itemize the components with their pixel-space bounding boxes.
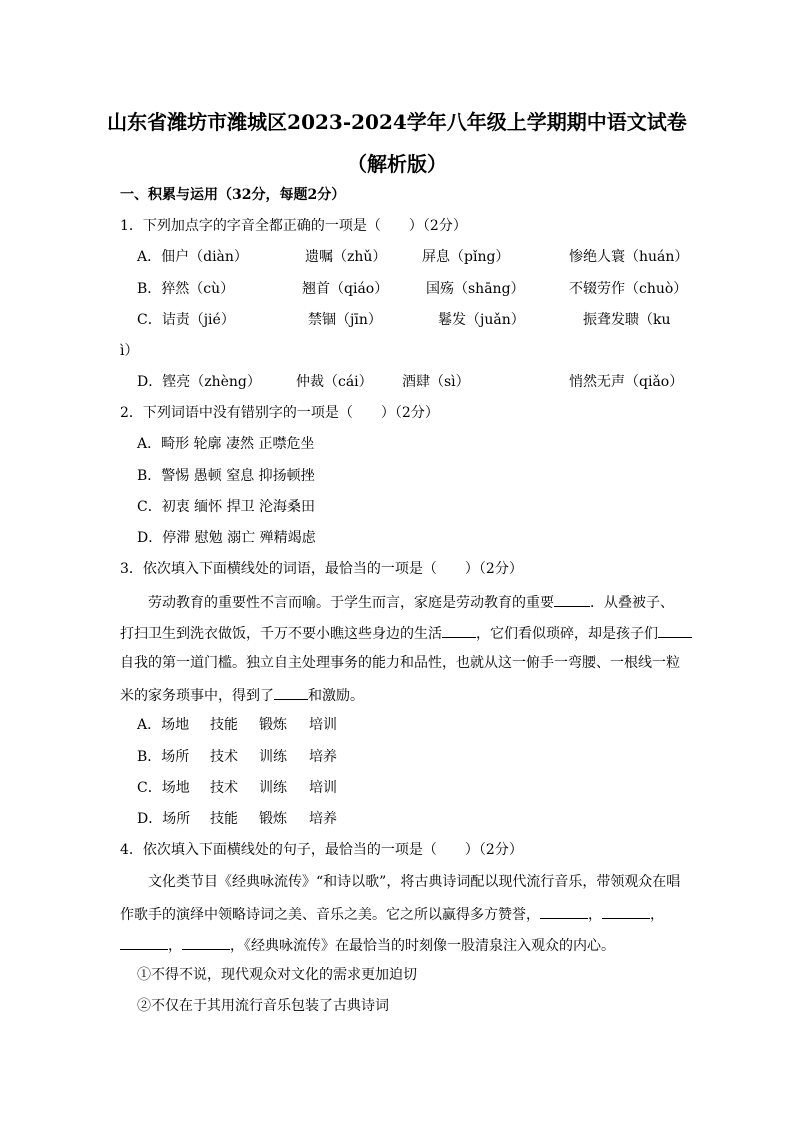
q3-text: 打扫卫生到洗衣做饭，千万不要小瞧这些身边的生活 <box>120 626 442 642</box>
q3-option-c-1: C．场地 <box>137 780 190 796</box>
q1-option-d-2: 仲裁（cái） <box>296 374 373 390</box>
q1-option-b-3: 国殇（shāng） <box>426 281 525 297</box>
q1-option-c-3: 鬈发（juǎn） <box>438 312 525 328</box>
q1-option-b-2: 翘首（qiáo） <box>302 281 389 297</box>
q2-option-d: D．停滞 慰勉 溺亡 殚精竭虑 <box>137 530 316 546</box>
q3-option-b-4: 培养 <box>309 749 337 765</box>
q3-option-a-3: 锻炼 <box>259 717 287 733</box>
q3-passage-line-4 <box>120 685 364 705</box>
q3-option-c-3: 训练 <box>259 780 287 796</box>
q3-text: 米的家务琐事中，得到了 <box>120 688 274 704</box>
section-heading: 一、积累与运用（32分，每题2分） <box>120 187 346 203</box>
q1-option-d-3: 酒肆（sì） <box>402 374 470 390</box>
q4-passage-line-1: 文化类节目《经典咏流传》“和诗以歌”，将古典诗词配以现代流行音乐，带领观众在唱 <box>148 874 681 890</box>
exam-title: 山东省潍坊市潍城区2023-2024学年八年级上学期期中语文试卷 <box>107 110 687 134</box>
q3-passage-line-2 <box>120 623 692 643</box>
q3-option-b-2: 技术 <box>210 749 238 765</box>
q1-option-d-1: D．铿亮（zhèng） <box>137 374 261 390</box>
q3-option-a-4: 培训 <box>309 717 337 733</box>
q3-blank-4 <box>274 685 308 700</box>
q3-passage-line-3: 自我的第一道门槛。独立自主处理事务的能力和品性，也就从这一俯手一弯腰、一根线一粒 <box>120 655 680 671</box>
q1-option-a-4: 惨绝人寰（huán） <box>569 249 689 265</box>
q3-option-d-1: D．场所 <box>137 811 191 827</box>
q1-option-a-3: 屏息（pǐng） <box>422 249 510 265</box>
q1-option-a-2: 遗嘱（zhǔ） <box>305 249 387 265</box>
q3-option-b-3: 训练 <box>259 749 287 765</box>
question-3-stem: 3．依次填入下面横线处的词语，最恰当的一项是（ ）（2分） <box>120 561 523 577</box>
question-4-stem: 4．依次填入下面横线处的句子，最恰当的一项是（ ）（2分） <box>120 842 523 858</box>
exam-subtitle: （解析版） <box>347 152 447 176</box>
q2-option-c: C．初衷 缅怀 捍卫 沦海桑田 <box>137 499 316 515</box>
q1-option-c-4: 振聋发聩（ku <box>583 312 671 328</box>
q4-blank-3 <box>120 935 168 950</box>
q4-blank-2 <box>602 904 650 919</box>
q4-sentence-2: ②不仅在于其用流行音乐包装了古典诗词 <box>137 998 389 1014</box>
q4-text: 作歌手的演绎中领略诗词之美、音乐之美。它之所以赢得多方赞誉， <box>120 907 540 923</box>
q4-passage-line-3: ， ，《经典咏流传》在最恰当的时刻像一股清泉注入观众的内心。 <box>120 935 615 955</box>
q1-option-b-1: B．猝然（cù） <box>137 281 235 297</box>
q4-sentence-1: ①不得不说，现代观众对文化的需求更加迫切 <box>137 967 417 983</box>
q1-option-c-wrap: ì） <box>120 343 139 359</box>
q4-blank-1 <box>540 904 588 919</box>
q3-option-b-1: B．场所 <box>137 749 190 765</box>
q3-option-a-2: 技能 <box>210 717 238 733</box>
q1-option-a-1: A．佃户（diàn） <box>137 249 248 265</box>
q3-option-c-2: 技术 <box>210 780 238 796</box>
q4-passage-line-2: 作歌手的演绎中领略诗词之美、音乐之美。它之所以赢得多方赞誉， ， ， <box>120 904 664 924</box>
q3-text: ，它们看似琐碎，却是孩子们 <box>476 626 658 642</box>
question-2-stem: 2．下列词语中没有错别字的一项是（ ）（2分） <box>120 405 439 421</box>
q1-option-d-4: 悄然无声（qiǎo） <box>569 374 684 390</box>
q3-option-d-4: 培养 <box>309 811 337 827</box>
q3-blank-2 <box>442 623 476 638</box>
q3-option-c-4: 培训 <box>309 780 337 796</box>
q1-option-c-1: C．诘责（jié） <box>137 312 235 328</box>
q3-blank-3 <box>658 623 692 638</box>
q4-blank-4 <box>182 935 230 950</box>
q3-text: ．从叠被子、 <box>590 595 674 611</box>
q3-blank-1 <box>554 592 590 607</box>
q3-option-d-3: 锻炼 <box>259 811 287 827</box>
question-1-stem: 1．下列加点字的字音全都正确的一项是（ ）（2分） <box>120 218 467 234</box>
q3-passage-line-1 <box>148 592 674 612</box>
q3-text: 劳动教育的重要性不言而喻。于学生而言，家庭是劳动教育的重要 <box>148 595 554 611</box>
q2-option-b: B．警惕 愚顿 窒息 抑扬顿挫 <box>137 468 315 484</box>
q3-text: 和激励。 <box>308 688 364 704</box>
q1-option-b-4: 不辍劳作（chuò） <box>569 281 688 297</box>
q4-text: ，《经典咏流传》在最恰当的时刻像一股清泉注入观众的内心。 <box>230 938 615 954</box>
q1-option-c-2: 禁锢（jīn） <box>308 312 382 328</box>
q3-option-a-1: A．场地 <box>137 717 190 733</box>
q3-option-d-2: 技能 <box>210 811 238 827</box>
q2-option-a: A．畸形 轮廓 凄然 正噤危坐 <box>137 436 315 452</box>
